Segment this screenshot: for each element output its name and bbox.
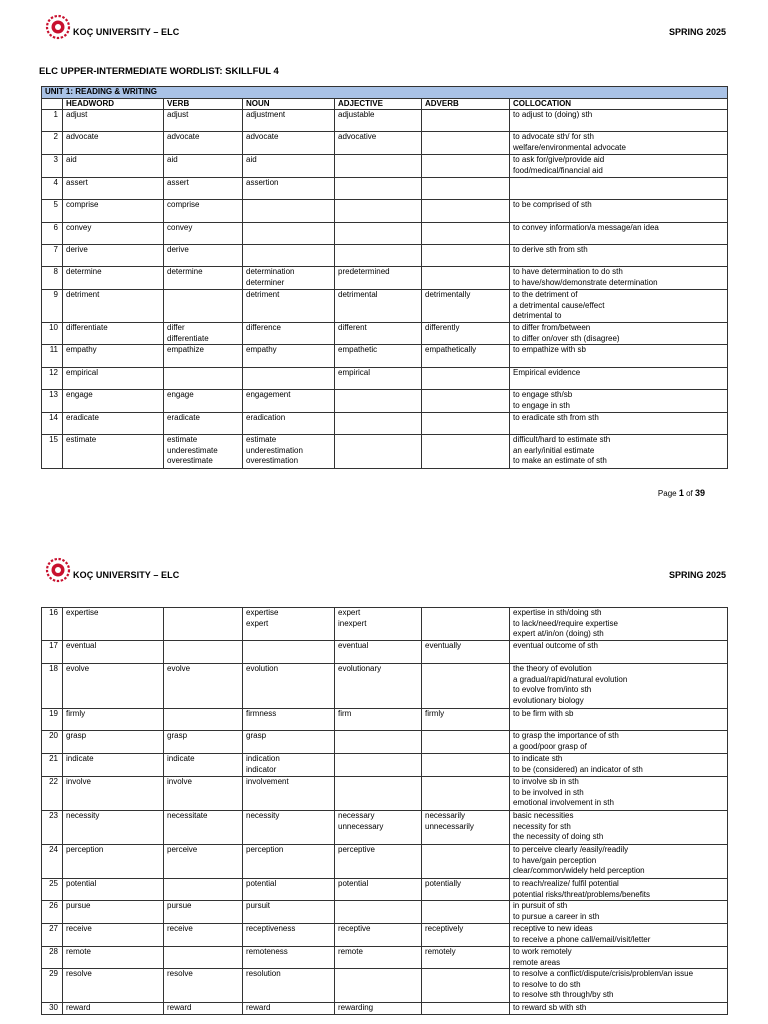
- page-word: Page: [657, 489, 677, 498]
- cell-row-number: 12: [42, 368, 63, 390]
- cell-row-number: 7: [42, 245, 63, 267]
- cell-row-number: 29: [42, 969, 63, 1003]
- cell-headword: reward: [63, 1003, 164, 1015]
- cell-adjective: potential: [335, 879, 422, 901]
- cell-adjective: eventual: [335, 641, 422, 664]
- cell-collocation: [510, 178, 728, 200]
- table-row: [42, 664, 728, 709]
- cell-adjective: adjustable: [335, 110, 422, 132]
- cell-verb: derive: [164, 245, 243, 267]
- cell-adjective: empathetic: [335, 345, 422, 368]
- cell-collocation: receptive to new ideas to receive a phone call/email/visit/letter: [510, 924, 728, 947]
- cell-adverb: [422, 368, 510, 390]
- cell-collocation: to engage sth/sb to engage in sth: [510, 390, 728, 413]
- cell-verb: indicate: [164, 754, 243, 777]
- cell-row-number: 24: [42, 845, 63, 879]
- cell-adverb: [422, 267, 510, 290]
- cell-adverb: [422, 845, 510, 879]
- table-row: [42, 969, 728, 1003]
- cell-adverb: [422, 390, 510, 413]
- cell-noun: [243, 368, 335, 390]
- cell-collocation: to adjust to (doing) sth: [510, 110, 728, 132]
- cell-headword: indicate: [63, 754, 164, 777]
- cell-adverb: [422, 731, 510, 754]
- cell-row-number: 19: [42, 709, 63, 731]
- cell-adverb: [422, 200, 510, 223]
- cell-adjective: remote: [335, 947, 422, 969]
- cell-verb: differ differentiate: [164, 323, 243, 345]
- cell-verb: convey: [164, 223, 243, 245]
- cell-headword: remote: [63, 947, 164, 969]
- cell-noun: grasp: [243, 731, 335, 754]
- cell-noun: eradication: [243, 413, 335, 435]
- table-row: [42, 777, 728, 811]
- cell-collocation: to ask for/give/provide aid food/medical/financial aid: [510, 155, 728, 178]
- cell-verb: estimate underestimate overestimate: [164, 435, 243, 469]
- cell-headword: empirical: [63, 368, 164, 390]
- cell-adverb: [422, 435, 510, 469]
- cell-adjective: [335, 777, 422, 811]
- cell-adverb: receptively: [422, 924, 510, 947]
- cell-adverb: [422, 777, 510, 811]
- cell-collocation: to indicate sth to be (considered) an indicator of sth: [510, 754, 728, 777]
- table-row: [42, 924, 728, 947]
- cell-verb: necessitate: [164, 811, 243, 845]
- cell-verb: [164, 879, 243, 901]
- cell-noun: reward: [243, 1003, 335, 1015]
- page-total: 39: [694, 488, 705, 498]
- cell-noun: adjustment: [243, 110, 335, 132]
- cell-headword: firmly: [63, 709, 164, 731]
- cell-verb: involve: [164, 777, 243, 811]
- table-row: [42, 223, 728, 245]
- cell-verb: pursue: [164, 901, 243, 924]
- cell-row-number: 17: [42, 641, 63, 664]
- cell-noun: firmness: [243, 709, 335, 731]
- cell-noun: resolution: [243, 969, 335, 1003]
- cell-noun: estimate underestimation overestimation: [243, 435, 335, 469]
- cell-headword: receive: [63, 924, 164, 947]
- cell-adverb: potentially: [422, 879, 510, 901]
- cell-collocation: to involve sb in sth to be involved in sth emotional involvement in sth: [510, 777, 728, 811]
- cell-noun: expertise expert: [243, 608, 335, 641]
- cell-row-number: 6: [42, 223, 63, 245]
- table-row: [42, 178, 728, 200]
- wordlist-table-page-2: [41, 607, 728, 1015]
- koc-university-logo-icon: [45, 557, 71, 583]
- cell-row-number: 20: [42, 731, 63, 754]
- table-row: [42, 608, 728, 641]
- column-header-headword: HEADWORD: [63, 98, 164, 110]
- cell-headword: perception: [63, 845, 164, 879]
- cell-adjective: empirical: [335, 368, 422, 390]
- table-row: [42, 155, 728, 178]
- unit-heading-row: [42, 87, 728, 99]
- cell-noun: [243, 223, 335, 245]
- cell-adverb: eventually: [422, 641, 510, 664]
- cell-adjective: receptive: [335, 924, 422, 947]
- cell-verb: [164, 641, 243, 664]
- cell-noun: involvement: [243, 777, 335, 811]
- table-row: [42, 754, 728, 777]
- cell-row-number: 26: [42, 901, 63, 924]
- cell-adjective: predetermined: [335, 267, 422, 290]
- cell-adjective: [335, 435, 422, 469]
- cell-headword: necessity: [63, 811, 164, 845]
- cell-row-number: 14: [42, 413, 63, 435]
- cell-collocation: to the detriment of a detrimental cause/effect detrimental to: [510, 290, 728, 323]
- cell-noun: empathy: [243, 345, 335, 368]
- cell-adjective: [335, 390, 422, 413]
- cell-collocation: basic necessities necessity for sth the necessity of doing sth: [510, 811, 728, 845]
- cell-row-number: 21: [42, 754, 63, 777]
- column-header-row: [42, 98, 728, 110]
- cell-verb: advocate: [164, 132, 243, 155]
- cell-headword: engage: [63, 390, 164, 413]
- cell-verb: [164, 368, 243, 390]
- cell-collocation: the theory of evolution a gradual/rapid/natural evolution to evolve from/into sth evolutionary biology: [510, 664, 728, 709]
- cell-adjective: perceptive: [335, 845, 422, 879]
- cell-verb: resolve: [164, 969, 243, 1003]
- column-header-adjective: ADJECTIVE: [335, 98, 422, 110]
- table-row: [42, 731, 728, 754]
- cell-adjective: [335, 754, 422, 777]
- table-row: [42, 345, 728, 368]
- cell-collocation: to empathize with sb: [510, 345, 728, 368]
- table-row: [42, 200, 728, 223]
- cell-noun: remoteness: [243, 947, 335, 969]
- cell-row-number: 2: [42, 132, 63, 155]
- cell-row-number: 4: [42, 178, 63, 200]
- cell-verb: perceive: [164, 845, 243, 879]
- cell-adverb: remotely: [422, 947, 510, 969]
- cell-headword: pursue: [63, 901, 164, 924]
- cell-adverb: [422, 245, 510, 267]
- cell-verb: grasp: [164, 731, 243, 754]
- koc-university-logo-icon: [45, 14, 71, 40]
- cell-headword: assert: [63, 178, 164, 200]
- cell-verb: adjust: [164, 110, 243, 132]
- cell-verb: determine: [164, 267, 243, 290]
- cell-noun: evolution: [243, 664, 335, 709]
- column-header-adverb: ADVERB: [422, 98, 510, 110]
- cell-verb: [164, 290, 243, 323]
- cell-adverb: [422, 754, 510, 777]
- term-label: SPRING 2025: [668, 570, 726, 580]
- cell-adverb: empathetically: [422, 345, 510, 368]
- table-row: [42, 323, 728, 345]
- of-word: of: [686, 489, 693, 498]
- cell-headword: evolve: [63, 664, 164, 709]
- cell-adjective: [335, 245, 422, 267]
- cell-noun: potential: [243, 879, 335, 901]
- cell-adverb: firmly: [422, 709, 510, 731]
- table-row: [42, 368, 728, 390]
- column-header-verb: VERB: [164, 98, 243, 110]
- table-row: [42, 709, 728, 731]
- cell-verb: empathize: [164, 345, 243, 368]
- cell-collocation: expertise in sth/doing sth to lack/need/require expertise expert at/in/on (doing) sth: [510, 608, 728, 641]
- term-label: SPRING 2025: [668, 27, 726, 37]
- cell-adjective: [335, 413, 422, 435]
- cell-verb: [164, 947, 243, 969]
- cell-adjective: [335, 178, 422, 200]
- table-row: [42, 879, 728, 901]
- cell-noun: [243, 200, 335, 223]
- cell-collocation: in pursuit of sth to pursue a career in sth: [510, 901, 728, 924]
- cell-headword: detriment: [63, 290, 164, 323]
- cell-adjective: necessary unnecessary: [335, 811, 422, 845]
- cell-noun: detriment: [243, 290, 335, 323]
- cell-verb: assert: [164, 178, 243, 200]
- table-row: [42, 132, 728, 155]
- cell-collocation: eventual outcome of sth: [510, 641, 728, 664]
- cell-adverb: [422, 664, 510, 709]
- cell-verb: [164, 608, 243, 641]
- cell-verb: comprise: [164, 200, 243, 223]
- cell-headword: convey: [63, 223, 164, 245]
- cell-adverb: [422, 413, 510, 435]
- cell-row-number: 9: [42, 290, 63, 323]
- cell-adjective: detrimental: [335, 290, 422, 323]
- table-row: [42, 435, 728, 469]
- cell-noun: indication indicator: [243, 754, 335, 777]
- cell-adjective: evolutionary: [335, 664, 422, 709]
- cell-collocation: to derive sth from sth: [510, 245, 728, 267]
- cell-adjective: [335, 969, 422, 1003]
- cell-row-number: 30: [42, 1003, 63, 1015]
- table-row: [42, 901, 728, 924]
- page-2: [0, 540, 768, 1024]
- cell-verb: eradicate: [164, 413, 243, 435]
- cell-collocation: to reach/realize/ fulfil potential potential risks/threat/problems/benefits: [510, 879, 728, 901]
- cell-adjective: expert inexpert: [335, 608, 422, 641]
- cell-row-number: 25: [42, 879, 63, 901]
- cell-verb: reward: [164, 1003, 243, 1015]
- cell-adjective: firm: [335, 709, 422, 731]
- cell-noun: necessity: [243, 811, 335, 845]
- page-number: 1: [678, 488, 684, 498]
- cell-adverb: [422, 110, 510, 132]
- cell-collocation: to eradicate sth from sth: [510, 413, 728, 435]
- cell-headword: determine: [63, 267, 164, 290]
- brand-name: KOÇ UNIVERSITY – ELC: [73, 570, 180, 580]
- cell-verb: engage: [164, 390, 243, 413]
- cell-adverb: necessarily unnecessarily: [422, 811, 510, 845]
- cell-adverb: differently: [422, 323, 510, 345]
- cell-headword: estimate: [63, 435, 164, 469]
- cell-row-number: 1: [42, 110, 63, 132]
- cell-row-number: 5: [42, 200, 63, 223]
- cell-adverb: [422, 132, 510, 155]
- cell-verb: [164, 709, 243, 731]
- cell-noun: difference: [243, 323, 335, 345]
- cell-collocation: to have determination to do sth to have/show/demonstrate determination: [510, 267, 728, 290]
- cell-adverb: [422, 1003, 510, 1015]
- cell-headword: expertise: [63, 608, 164, 641]
- column-header-noun: NOUN: [243, 98, 335, 110]
- cell-collocation: to perceive clearly /easily/readily to have/gain perception clear/common/widely held perception: [510, 845, 728, 879]
- cell-collocation: Empirical evidence: [510, 368, 728, 390]
- cell-collocation: to work remotely remote areas: [510, 947, 728, 969]
- cell-noun: [243, 641, 335, 664]
- cell-row-number: 28: [42, 947, 63, 969]
- cell-adjective: [335, 901, 422, 924]
- cell-collocation: to advocate sth/ for sth welfare/environmental advocate: [510, 132, 728, 155]
- table-row: [42, 267, 728, 290]
- cell-headword: eventual: [63, 641, 164, 664]
- cell-noun: engagement: [243, 390, 335, 413]
- cell-collocation: to convey information/a message/an idea: [510, 223, 728, 245]
- cell-collocation: difficult/hard to estimate sth an early/initial estimate to make an estimate of sth: [510, 435, 728, 469]
- cell-noun: determination determiner: [243, 267, 335, 290]
- table-row: [42, 245, 728, 267]
- cell-adverb: [422, 223, 510, 245]
- cell-headword: grasp: [63, 731, 164, 754]
- cell-headword: differentiate: [63, 323, 164, 345]
- page-header: [45, 14, 726, 46]
- cell-row-number: 3: [42, 155, 63, 178]
- cell-collocation: to differ from/between to differ on/over sth (disagree): [510, 323, 728, 345]
- table-row: [42, 1003, 728, 1015]
- cell-headword: eradicate: [63, 413, 164, 435]
- cell-adjective: [335, 223, 422, 245]
- cell-headword: adjust: [63, 110, 164, 132]
- cell-row-number: 10: [42, 323, 63, 345]
- table-row: [42, 390, 728, 413]
- table-row: [42, 641, 728, 664]
- column-header-collocation: COLLOCATION: [510, 98, 728, 110]
- cell-adverb: [422, 608, 510, 641]
- cell-noun: [243, 245, 335, 267]
- cell-noun: advocate: [243, 132, 335, 155]
- cell-noun: perception: [243, 845, 335, 879]
- cell-collocation: to be firm with sb: [510, 709, 728, 731]
- cell-row-number: 15: [42, 435, 63, 469]
- cell-noun: receptiveness: [243, 924, 335, 947]
- cell-row-number: 18: [42, 664, 63, 709]
- column-header-number: [42, 98, 63, 110]
- table-row: [42, 413, 728, 435]
- cell-row-number: 13: [42, 390, 63, 413]
- cell-headword: potential: [63, 879, 164, 901]
- cell-verb: evolve: [164, 664, 243, 709]
- cell-headword: comprise: [63, 200, 164, 223]
- page-header: [45, 557, 726, 589]
- cell-adverb: detrimentally: [422, 290, 510, 323]
- cell-noun: pursuit: [243, 901, 335, 924]
- cell-adverb: [422, 155, 510, 178]
- document-title: ELC UPPER-INTERMEDIATE WORDLIST: SKILLFUL 4: [39, 66, 279, 77]
- cell-collocation: to grasp the importance of sth a good/poor grasp of: [510, 731, 728, 754]
- cell-adverb: [422, 901, 510, 924]
- cell-row-number: 16: [42, 608, 63, 641]
- cell-adjective: [335, 155, 422, 178]
- table-row: [42, 110, 728, 132]
- cell-collocation: to be comprised of sth: [510, 200, 728, 223]
- cell-adjective: different: [335, 323, 422, 345]
- cell-headword: aid: [63, 155, 164, 178]
- cell-row-number: 27: [42, 924, 63, 947]
- cell-adjective: rewarding: [335, 1003, 422, 1015]
- table-row: [42, 947, 728, 969]
- cell-headword: derive: [63, 245, 164, 267]
- cell-headword: involve: [63, 777, 164, 811]
- wordlist-table-page-1: [41, 86, 728, 469]
- cell-noun: aid: [243, 155, 335, 178]
- page-footer: [658, 488, 705, 498]
- cell-collocation: to reward sb with sth: [510, 1003, 728, 1015]
- brand-name: KOÇ UNIVERSITY – ELC: [73, 27, 180, 37]
- cell-adverb: [422, 178, 510, 200]
- cell-adjective: advocative: [335, 132, 422, 155]
- cell-row-number: 11: [42, 345, 63, 368]
- table-row: [42, 290, 728, 323]
- cell-row-number: 8: [42, 267, 63, 290]
- cell-adjective: [335, 200, 422, 223]
- unit-heading: UNIT 1: READING & WRITING: [42, 87, 728, 99]
- cell-row-number: 23: [42, 811, 63, 845]
- cell-adjective: [335, 731, 422, 754]
- cell-headword: empathy: [63, 345, 164, 368]
- cell-adverb: [422, 969, 510, 1003]
- cell-collocation: to resolve a conflict/dispute/crisis/problem/an issue to resolve to do sth to resolve sth through/by sth: [510, 969, 728, 1003]
- cell-verb: aid: [164, 155, 243, 178]
- cell-verb: receive: [164, 924, 243, 947]
- cell-headword: resolve: [63, 969, 164, 1003]
- cell-row-number: 22: [42, 777, 63, 811]
- cell-noun: assertion: [243, 178, 335, 200]
- table-row: [42, 811, 728, 845]
- cell-headword: advocate: [63, 132, 164, 155]
- table-row: [42, 845, 728, 879]
